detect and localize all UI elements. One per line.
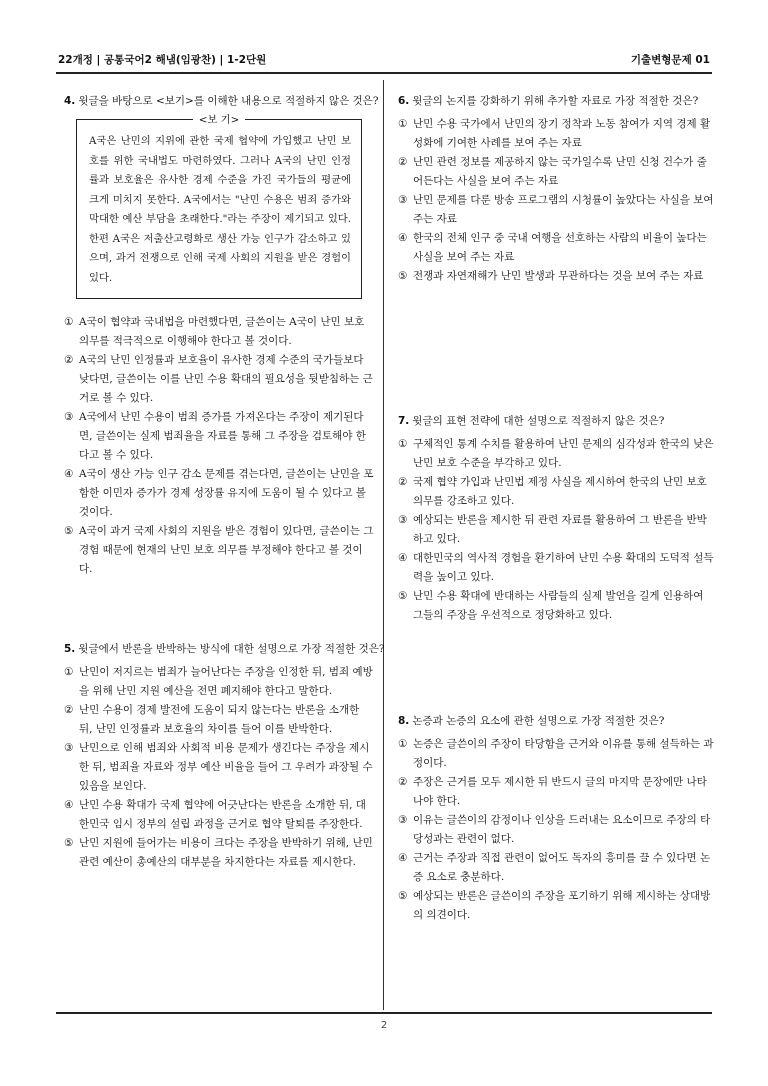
answer-option[interactable]	[64, 796, 376, 834]
question-number: 5.	[64, 643, 76, 655]
question-4	[64, 92, 379, 579]
reference-box-text: A국은 난민의 지위에 관한 국제 협약에 가입했고 난민 보호를 위한 국내법도 마련하였다. 그러나 A국의 난민 인정률과 보호율은 유사한 경제 수준을 가진 국가들의 평균에 크게 미치지 못한다. A국에서는 "난민 수용은 범죄 증가와 막대한 예산 부담을 초래한다."라는 주장이 제기되고 있다. 한편 A국은 저출산고령화로 생산 가능 인구가 감소하고 있으며, 과거 전쟁으로 인해 국제 사회의 지원을 받은 경험이 있다.	[89, 135, 351, 284]
option-number: ②	[398, 476, 408, 488]
question-8	[398, 712, 716, 925]
reference-box	[76, 114, 362, 299]
question-number: 7.	[398, 415, 410, 427]
answer-option[interactable]	[398, 549, 716, 587]
option-number: ⑤	[64, 525, 74, 537]
question-number: 4.	[64, 95, 76, 107]
option-text: A국의 난민 인정률과 보호율이 유사한 경제 수준의 국가들보다 낮다면, 글쓴이는 이를 난민 수용 확대의 필요성을 뒷받침하는 근거로 볼 수 있다.	[79, 354, 373, 404]
option-text: 이유는 글쓴이의 감정이나 인상을 드러내는 요소이므로 주장의 타당성과는 관련이 없다.	[413, 814, 711, 845]
option-text: 난민이 저지르는 범죄가 늘어난다는 주장을 인정한 뒤, 범죄 예방을 위해 난민 지원 예산을 전면 폐지해야 한다고 말한다.	[79, 666, 373, 697]
answer-option[interactable]	[398, 887, 716, 925]
answer-option[interactable]	[64, 701, 376, 739]
answer-option[interactable]	[398, 191, 716, 229]
option-text: 국제 협약 가입과 난민법 제정 사실을 제시하여 한국의 난민 보호 의무를 강조하고 있다.	[413, 476, 707, 507]
option-number: ③	[64, 411, 74, 423]
answer-option[interactable]	[398, 435, 716, 473]
column-divider	[383, 80, 384, 1010]
option-number: ②	[398, 156, 408, 168]
answer-option[interactable]	[64, 522, 376, 579]
answer-option[interactable]	[64, 663, 376, 701]
option-text: A국이 과거 국제 사회의 지원을 받은 경험이 있다면, 글쓴이는 그 경험 때문에 현재의 난민 보호 의무를 부정해야 한다고 볼 것이다.	[79, 525, 374, 575]
option-number: ③	[398, 514, 408, 526]
option-number: ③	[398, 194, 408, 206]
question-text: 윗글의 논지를 강화하기 위해 추가할 자료로 가장 적절한 것은?	[412, 95, 699, 107]
option-text: 논증은 글쓴이의 주장이 타당함을 근거와 이유를 통해 설득하는 과정이다.	[413, 738, 714, 769]
answer-option[interactable]	[398, 735, 716, 773]
option-number: ④	[64, 468, 74, 480]
header-course-info: 22개정 | 공통국어2 해냄(임광찬) | 1-2단원	[58, 54, 267, 66]
option-text: 한국의 전체 인구 중 국내 여행을 선호하는 사람의 비율이 높다는 사실을 보여 주는 자료	[413, 232, 707, 263]
option-text: 난민 수용이 경제 발전에 도움이 되지 않는다는 반론을 소개한 뒤, 난민 인정률과 보호율의 차이를 들어 이를 반박한다.	[79, 704, 360, 735]
option-number: ③	[64, 742, 74, 754]
question-text: 윗글의 표현 전략에 대한 설명으로 적절하지 않은 것은?	[412, 415, 665, 427]
header-rule	[56, 72, 712, 74]
answer-option[interactable]	[398, 811, 716, 849]
option-number: ②	[398, 776, 408, 788]
question-stem	[398, 712, 716, 731]
option-text: 난민 관련 정보를 제공하지 않는 국가일수록 난민 신청 건수가 줄어든다는 사실을 보여 주는 자료	[413, 156, 707, 187]
answer-option[interactable]	[64, 739, 376, 796]
page-number: 2	[380, 1020, 388, 1031]
option-number: ②	[64, 704, 74, 716]
question-6	[398, 92, 716, 286]
question-5	[64, 640, 385, 872]
page-header	[58, 52, 710, 68]
answer-option[interactable]	[64, 834, 376, 872]
option-number: ⑤	[398, 590, 408, 602]
question-stem	[64, 640, 385, 659]
option-number: ④	[398, 552, 408, 564]
question-number: 8.	[398, 715, 410, 727]
option-number: ④	[398, 232, 408, 244]
answer-options	[398, 115, 716, 286]
option-text: A국에서 난민 수용이 범죄 증가를 가져온다는 주장이 제기된다면, 글쓴이는 실제 범죄율을 자료를 통해 그 주장을 검토해야 한다고 볼 수 있다.	[79, 411, 366, 461]
answer-option[interactable]	[398, 229, 716, 267]
question-7	[398, 412, 716, 625]
question-text: 윗글에서 반론을 반박하는 방식에 대한 설명으로 가장 적절한 것은?	[78, 643, 385, 655]
option-text: 주장은 근거를 모두 제시한 뒤 반드시 글의 마지막 문장에만 나타나야 한다.	[413, 776, 707, 807]
option-number: ①	[398, 118, 408, 130]
answer-option[interactable]	[64, 351, 376, 408]
option-number: ⑤	[64, 837, 74, 849]
answer-option[interactable]	[64, 313, 376, 351]
option-number: ①	[64, 316, 74, 328]
option-number: ⑤	[398, 270, 408, 282]
option-text: 근거는 주장과 직접 관련이 없어도 독자의 흥미를 끌 수 있다면 논증 요소로 충분하다.	[413, 852, 711, 883]
option-text: 난민 수용 확대에 반대하는 사람들의 실제 발언을 길게 인용하여 그들의 주장을 우선적으로 정당화하고 있다.	[413, 590, 704, 621]
answer-option[interactable]	[398, 153, 716, 191]
answer-options	[398, 735, 716, 925]
option-text: 예상되는 반론을 제시한 뒤 관련 자료를 활용하여 그 반론을 반박하고 있다.	[413, 514, 707, 545]
option-text: 난민 수용 국가에서 난민의 장기 정착과 노동 참여가 지역 경제 활성화에 기여한 사례를 보여 주는 자료	[413, 118, 711, 149]
option-number: ①	[398, 738, 408, 750]
question-stem	[64, 92, 379, 111]
option-number: ④	[398, 852, 408, 864]
question-stem	[398, 92, 716, 111]
question-text: 논증과 논증의 요소에 관한 설명으로 가장 적절한 것은?	[412, 715, 665, 727]
question-stem	[398, 412, 716, 431]
option-text: 예상되는 반론은 글쓴이의 주장을 포기하기 위해 제시하는 상대방의 의견이다.	[413, 890, 711, 921]
option-text: A국이 협약과 국내법을 마련했다면, 글쓴이는 A국이 난민 보호 의무를 적극적으로 이행해야 한다고 볼 것이다.	[79, 316, 365, 347]
answer-option[interactable]	[398, 267, 716, 286]
option-text: A국이 생산 가능 인구 감소 문제를 겪는다면, 글쓴이는 난민을 포함한 이민자 증가가 경제 성장률 유지에 도움이 될 수 있다고 볼 것이다.	[79, 468, 374, 518]
answer-option[interactable]	[398, 587, 716, 625]
reference-box-title: <보 기>	[77, 111, 361, 131]
option-text: 구체적인 통계 수치를 활용하여 난민 문제의 심각성과 한국의 낮은 난민 보호 수준을 부각하고 있다.	[413, 438, 714, 469]
question-text: 윗글을 바탕으로 <보기>를 이해한 내용으로 적절하지 않은 것은?	[78, 95, 379, 107]
answer-option[interactable]	[398, 115, 716, 153]
answer-options	[64, 313, 376, 579]
option-text: 난민 수용 확대가 국제 협약에 어긋난다는 반론을 소개한 뒤, 대한민국 임시 정부의 설립 과정을 근거로 협약 탈퇴를 주장한다.	[79, 799, 366, 830]
answer-option[interactable]	[398, 849, 716, 887]
option-number: ⑤	[398, 890, 408, 902]
option-text: 난민 지원에 들어가는 비용이 크다는 주장을 반박하기 위해, 난민 관련 예산이 총예산의 대부분을 차지한다는 자료를 제시한다.	[79, 837, 373, 868]
answer-option[interactable]	[398, 511, 716, 549]
answer-option[interactable]	[398, 773, 716, 811]
option-number: ①	[64, 666, 74, 678]
option-number: ①	[398, 438, 408, 450]
option-text: 전쟁과 자연재해가 난민 발생과 무관하다는 것을 보여 주는 자료	[413, 270, 704, 282]
answer-options	[398, 435, 716, 625]
answer-options	[64, 663, 376, 872]
option-number: ②	[64, 354, 74, 366]
option-number: ③	[398, 814, 408, 826]
option-text: 난민 문제를 다룬 방송 프로그램의 시청률이 높았다는 사실을 보여 주는 자료	[413, 194, 714, 225]
header-section-title: 기출변형문제 01	[630, 54, 710, 66]
option-number: ④	[64, 799, 74, 811]
answer-option[interactable]	[398, 473, 716, 511]
option-text: 대한민국의 역사적 경험을 환기하여 난민 수용 확대의 도덕적 설득력을 높이고 있다.	[413, 552, 714, 583]
question-number: 6.	[398, 95, 410, 107]
answer-option[interactable]	[64, 465, 376, 522]
footer-rule	[56, 1012, 712, 1014]
option-text: 난민으로 인해 범죄와 사회적 비용 문제가 생긴다는 주장을 제시한 뒤, 범죄율 자료와 정부 예산 비율을 들어 그 우려가 과장될 수 있음을 보인다.	[79, 742, 373, 792]
answer-option[interactable]	[64, 408, 376, 465]
